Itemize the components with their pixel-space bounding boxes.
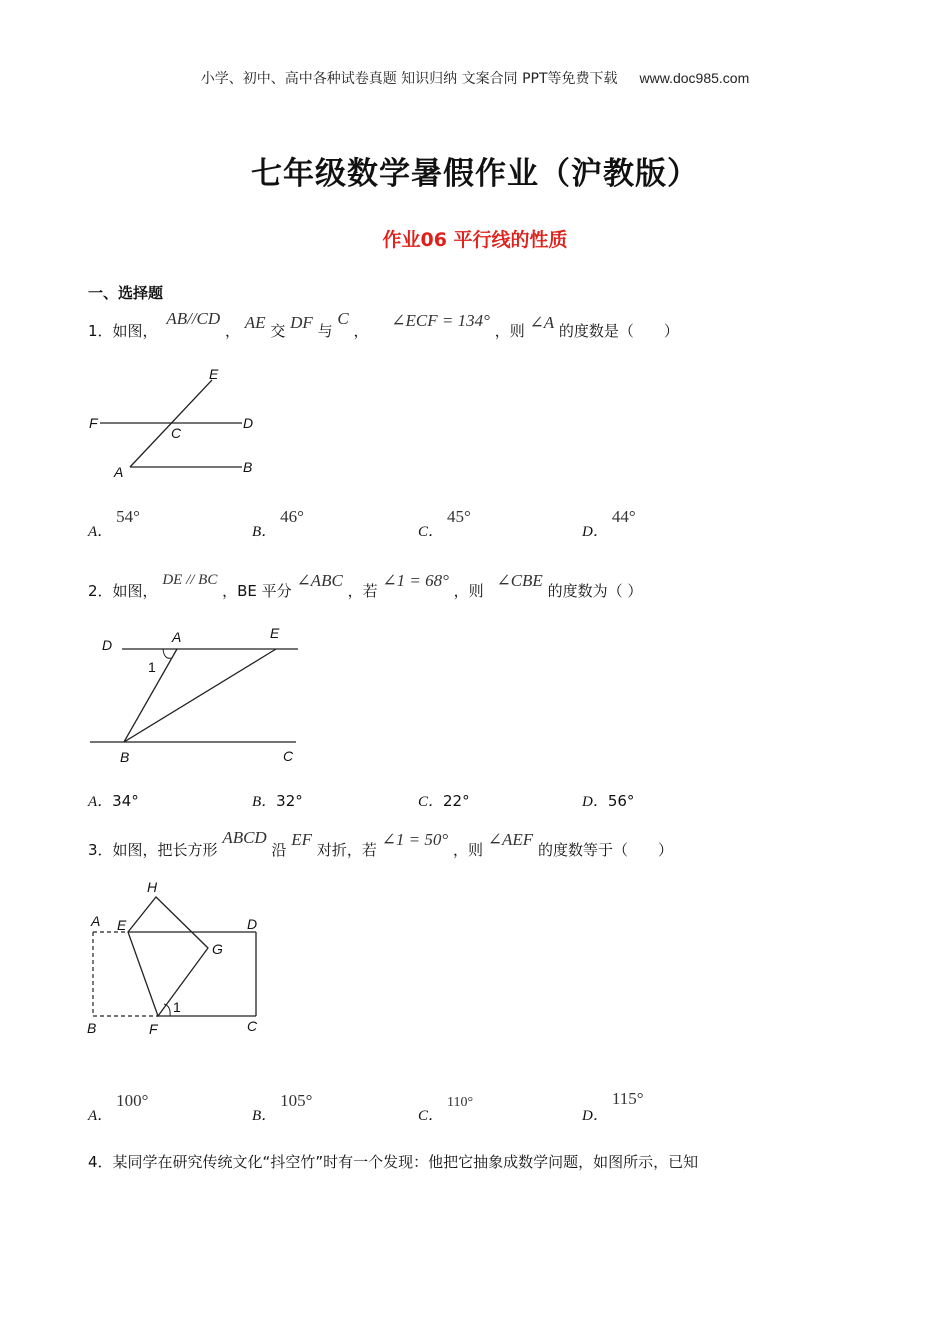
q2-sep1: ，BE 平分 [222,582,292,600]
q1-sep2: 交 [270,322,286,340]
q2-num: 2．如图， [88,582,158,600]
q1-math-angle-a: ∠A [529,313,555,332]
q2-label-a: A [172,629,182,645]
q2-math-angle-1: ∠1 = 68° [382,571,449,590]
q3-sep4: 的度数等于（ ） [537,841,673,859]
q3-math-angle-1: ∠1 = 50° [381,830,449,849]
q2-option-c[interactable]: C．22° [418,792,470,810]
q3-label-1: 1 [173,999,181,1015]
q1-figure [80,360,280,485]
q1-sep6: 的度数是（ ） [558,322,679,340]
q1-sep3: 与 [317,322,333,340]
q3-label-g: G [212,941,223,957]
q3-label-d: D [247,916,258,932]
q1-math-ae: AE [244,313,266,332]
q3-sep3: ，则 [452,841,483,859]
q2-angle-arc [163,649,172,658]
q1-math-df: DF [290,313,313,332]
q3-option-d[interactable]: D．115° [582,1089,644,1124]
question-2-text [88,571,643,601]
q1-option-d[interactable]: D．44° [582,507,636,540]
page-title: 七年级数学暑假作业（沪教版） [251,156,699,192]
q2-label-d: D [102,637,113,653]
q1-label-f: F [89,415,98,431]
question-3-text [88,828,673,860]
q1-label-b: B [243,459,253,475]
q2-label-c: C [283,748,294,764]
q1-label-e: E [209,366,219,382]
q3-folded-piece [128,897,208,1016]
page-header [0,68,950,88]
q3-label-c: C [247,1018,258,1034]
q3-label-h: H [147,879,158,895]
q3-label-b: B [87,1020,97,1036]
q2-figure [80,620,310,770]
q2-math-angle-cbe: ∠CBE [496,571,543,590]
q1-math-parallel: AB//CD [166,309,221,328]
q3-option-b[interactable]: B．105° [252,1091,313,1124]
question-4-text: 4．某同学在研究传统文化“抖空竹”时有一个发现：他把它抽象成数学问题，如图所示，已知 [88,1153,699,1171]
q3-option-c[interactable]: C．110° [418,1095,474,1124]
q3-math-ef: EF [291,830,313,849]
q2-sep4: 的度数为（ ） [547,582,643,600]
q3-sep1: 沿 [271,841,287,859]
q3-num: 3．如图，把长方形 [88,841,218,859]
q1-option-b[interactable]: B．46° [252,507,304,540]
q1-label-c: C [171,425,182,441]
q1-label-a: A [114,464,124,480]
q2-label-e: E [270,625,280,641]
q2-label-1: 1 [148,659,156,675]
page-subtitle: 作业06 平行线的性质 [382,229,568,251]
question-1-text [88,309,679,341]
header-text: 小学、初中、高中各种试卷真题 知识归纳 文案合同 PPT等免费下载 [200,71,618,87]
q2-sep3: ，则 [453,582,484,600]
q1-math-angle-ecf: ∠ECF = 134° [391,311,490,330]
section-heading: 一、选择题 [88,284,164,302]
q1-option-c[interactable]: C．45° [418,507,471,540]
q1-sep4: ， [353,322,369,340]
q3-math-angle-aef: ∠AEF [487,830,534,849]
header-site: www.doc985.com [639,70,750,86]
q3-figure [80,876,280,1041]
q2-line-be [124,649,276,742]
q1-sep5: ，则 [494,322,525,340]
q3-sep2: 对折，若 [316,841,377,859]
q3-math-abcd: ABCD [222,828,267,847]
q3-label-f: F [149,1021,158,1037]
q2-option-b[interactable]: B．32° [252,792,303,810]
q1-label-d: D [243,415,254,431]
q2-math-parallel: DE // BC [162,572,218,588]
q3-label-a: A [91,913,101,929]
q1-math-c: C [337,309,349,328]
q3-label-e: E [117,917,127,933]
q2-option-d[interactable]: D．56° [582,792,635,810]
q1-option-a[interactable]: A．54° [88,507,140,540]
q2-math-angle-abc: ∠ABC [296,571,343,590]
q3-option-a[interactable]: A．100° [88,1091,149,1124]
q1-sep1: ， [224,322,240,340]
q2-sep2: ，若 [347,582,378,600]
q1-num: 1．如图， [88,322,158,340]
q2-option-a[interactable]: A．34° [88,792,139,810]
q2-label-b: B [120,749,130,765]
